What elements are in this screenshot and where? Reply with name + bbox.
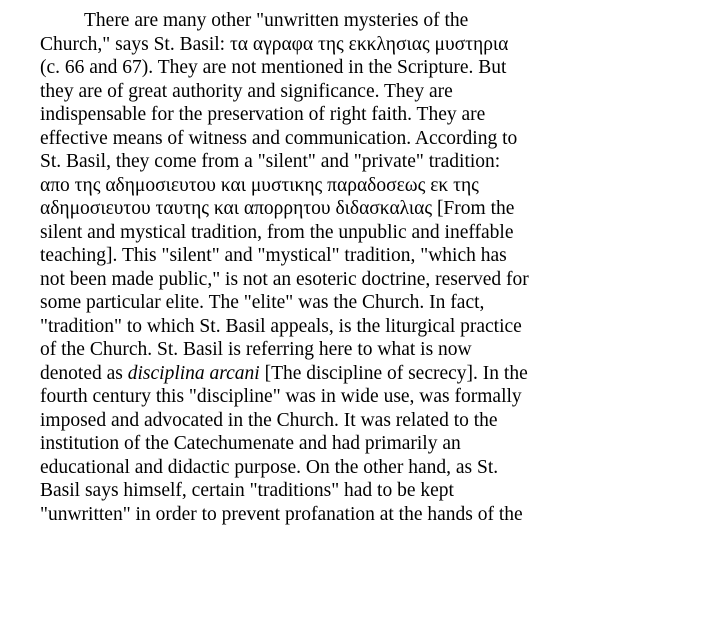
text-line: fourth century this "discipline" was in wide use, was formally: [40, 386, 522, 407]
text-line: some particular elite. The "elite" was the Church. In fact,: [40, 292, 485, 313]
text-before-italic: denoted as: [40, 362, 128, 384]
text-line: silent and mystical tradition, from the unpublic and ineffable: [40, 221, 514, 243]
text-line: Church," says St. Basil: τα αγραφα της εκκλησιας μυστηρια: [40, 33, 509, 55]
text-line: αδημοσιευτου ταυτης και απορρητου διδασκαλιας [From the: [40, 198, 515, 219]
text-line: "unwritten" in order to prevent profanation at the hands of the: [40, 503, 523, 525]
text-line: educational and didactic purpose. On the other hand, as St.: [40, 456, 499, 478]
text-line: απο της αδημοσιευτου και μυστικης παραδοσεως εκ της: [40, 174, 479, 196]
text-line: (c. 66 and 67). They are not mentioned in the Scripture. But: [40, 57, 507, 78]
text-line-italic-phrase: [40, 362, 680, 386]
text-line: "tradition" to which St. Basil appeals, is the liturgical practice: [40, 315, 522, 337]
text-after-italic: [The discipline of secrecy]. In the: [259, 362, 528, 384]
text-line: of the Church. St. Basil is referring here to what is now: [40, 339, 472, 360]
text-line: imposed and advocated in the Church. It was related to the: [40, 409, 498, 431]
text-line: institution of the Catechumenate and had primarily an: [40, 433, 461, 454]
italic-phrase: disciplina arcani: [127, 362, 260, 384]
text-line: indispensable for the preservation of right faith. They are: [40, 104, 486, 125]
text-line: Basil says himself, certain "traditions" had to be kept: [40, 480, 454, 501]
text-line: effective means of witness and communication. According to: [40, 127, 518, 149]
text-line: teaching]. This "silent" and "mystical" tradition, "which has: [40, 245, 507, 266]
text-line: not been made public," is not an esoteric doctrine, reserved for: [40, 268, 529, 290]
text-line: There are many other "unwritten mysteries of the: [84, 10, 469, 31]
document-page: [40, 9, 680, 526]
text-line: St. Basil, they come from a "silent" and "private" tradition:: [40, 151, 501, 172]
text-line: they are of great authority and significance. They are: [40, 80, 453, 102]
